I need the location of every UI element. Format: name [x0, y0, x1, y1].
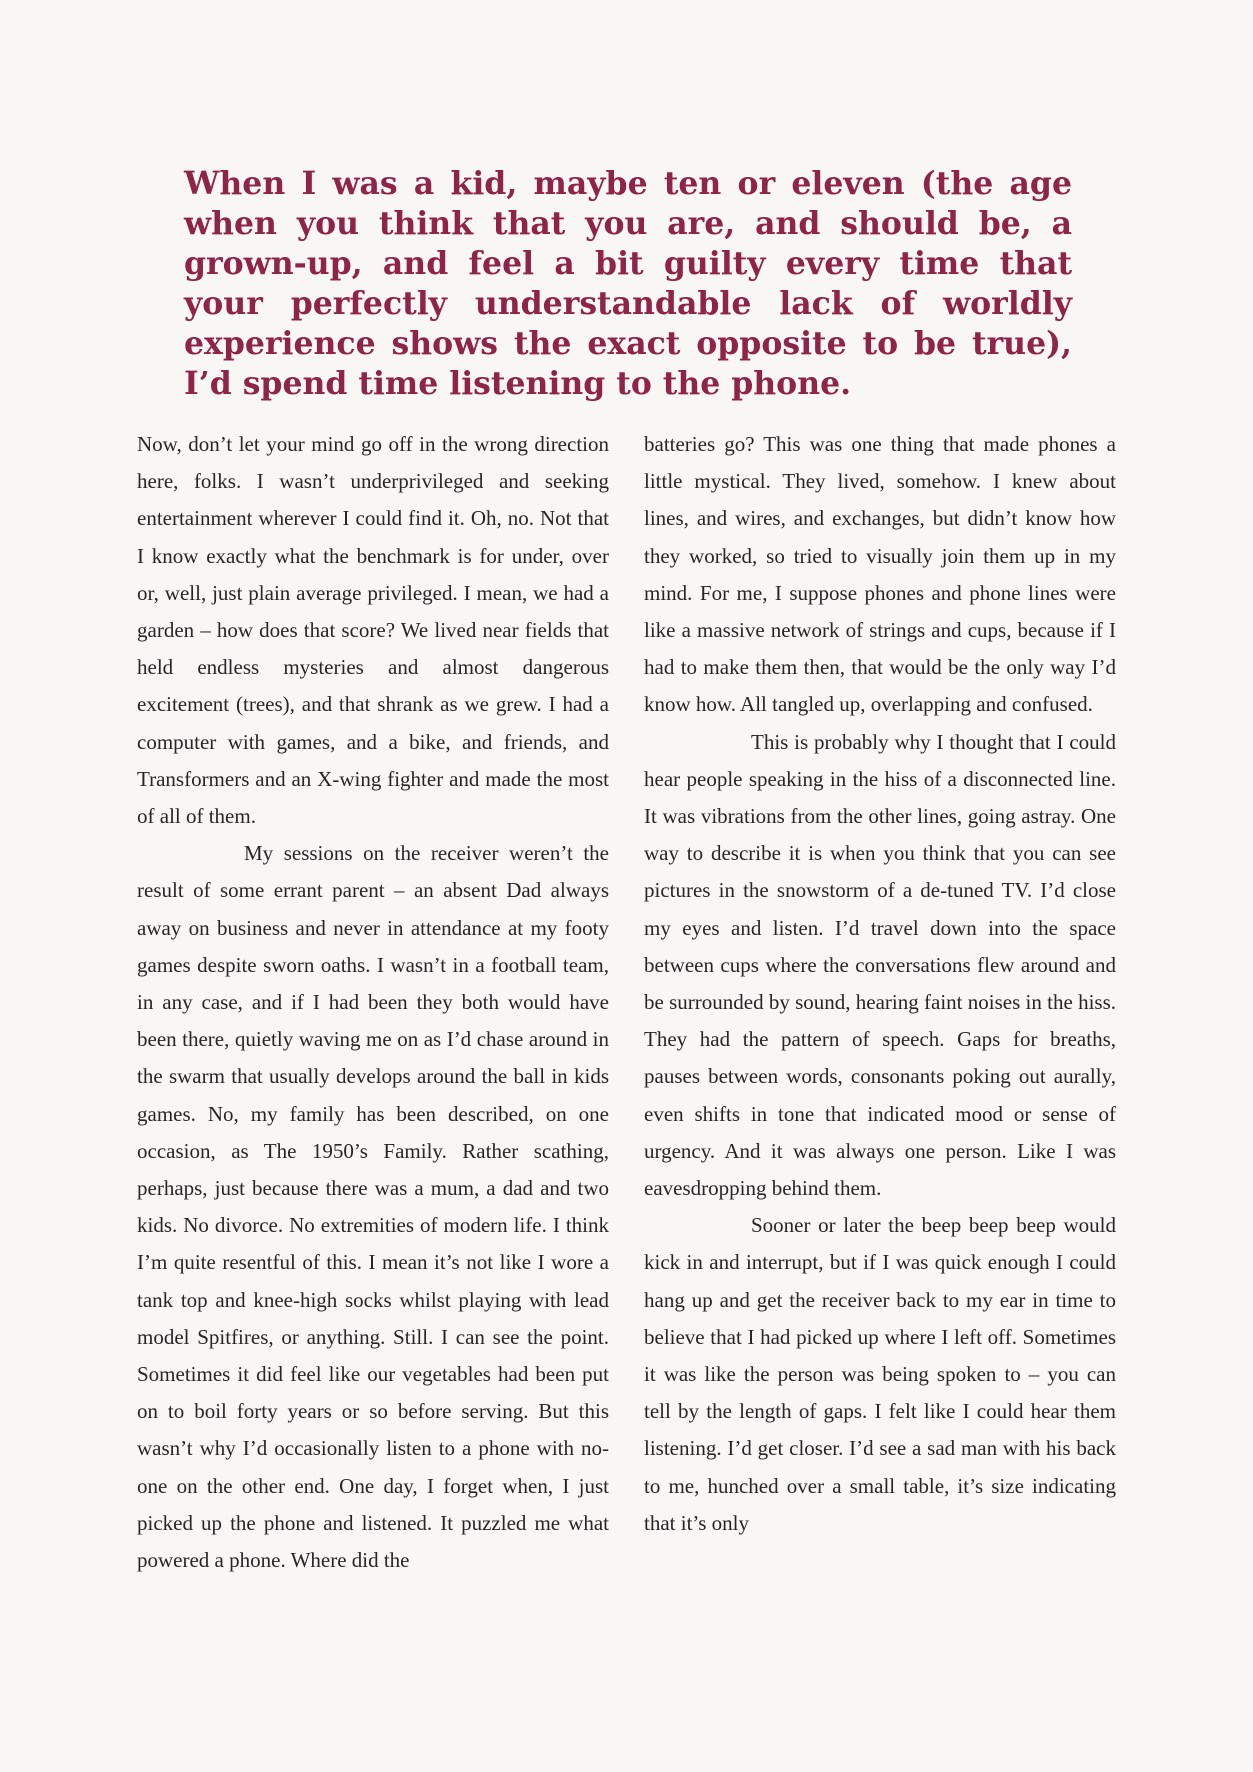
pull-quote: When I was a kid, maybe ten or eleven (the age when you think that you are, and should be, a grown-up, and feel a bit guilty every time that your perfectly understandable lack of worldly experience shows the exact opposite to be true), I’d spend time listening to the phone. — [184, 165, 1072, 402]
right-paragraph-3: Sooner or later the beep beep beep would kick in and interrupt, but if I was quick enough I could hang up and get the receiver back to my ear in time to believe that I had picked up where I left off. Sometimes it was like the person was being spoken to – you can tell by the length of gaps. I felt like I could hear them listening. I’d get closer. I’d see a sad man with his back to me, hunched over a small table, it’s size indicating that it’s only — [644, 1213, 1116, 1535]
right-paragraph-2: This is probably why I thought that I could hear people speaking in the hiss of a disconnected line. It was vibrations from the other lines, going astray. One way to describe it is when you think that you can see pictures in the snowstorm of a de-tuned TV. I’d close my eyes and listen. I’d travel down into the space between cups where the conversations flew around and be surrounded by sound, hearing faint noises in the hiss. They had the pattern of speech. Gaps for breaths, pauses between words, consonants poking out aurally, even shifts in tone that indicated mood or sense of urgency. And it was always one person. Like I was eavesdropping behind them. — [644, 729, 1116, 1201]
right-paragraph-1: batteries go? This was one thing that made phones a little mystical. They lived, somehow. I knew about lines, and wires, and exchanges, but didn’t know how they worked, so tried to visually join them up in my mind. For me, I suppose phones and phone lines were like a massive network of strings and cups, because if I had to make them then, that would be the only way I’d know how. All tangled up, overlapping and confused. — [644, 432, 1116, 717]
left-paragraph-1: Now, don’t let your mind go off in the wrong direction here, folks. I wasn’t underprivileged and seeking entertainment wherever I could find it. Oh, no. Not that I know exactly what the benchmark is for under, over or, well, just plain average privileged. I mean, we had a garden – how does that score? We lived near fields that held endless mysteries and almost dangerous excitement (trees), and that shrank as we grew. I had a computer with games, and a bike, and friends, and Transformers and an X-wing fighter and made the most of all of them. — [137, 432, 609, 829]
left-column — [137, 426, 609, 1579]
right-column — [644, 426, 1116, 1542]
left-paragraph-2: My sessions on the receiver weren’t the result of some errant parent – an absent Dad always away on business and never in attendance at my footy games despite sworn oaths. I wasn’t in a football team, in any case, and if I had been they both would have been there, quietly waving me on as I’d chase around in the swarm that usually develops around the ball in kids games. No, my family has been described, on one occasion, as The 1950’s Family. Rather scathing, perhaps, just because there was a mum, a dad and two kids. No divorce. No extremities of modern life. I think I’m quite resentful of this. I mean it’s not like I wore a tank top and knee-high socks whilst playing with lead model Spitfires, or anything. Still. I can see the point. Sometimes it did feel like our vegetables had been put on to boil forty years or so before serving. But this wasn’t why I’d occasionally listen to a phone with no-one on the other end. One day, I forget when, I just picked up the phone and listened. It puzzled me what powered a phone. Where did the — [137, 841, 609, 1573]
